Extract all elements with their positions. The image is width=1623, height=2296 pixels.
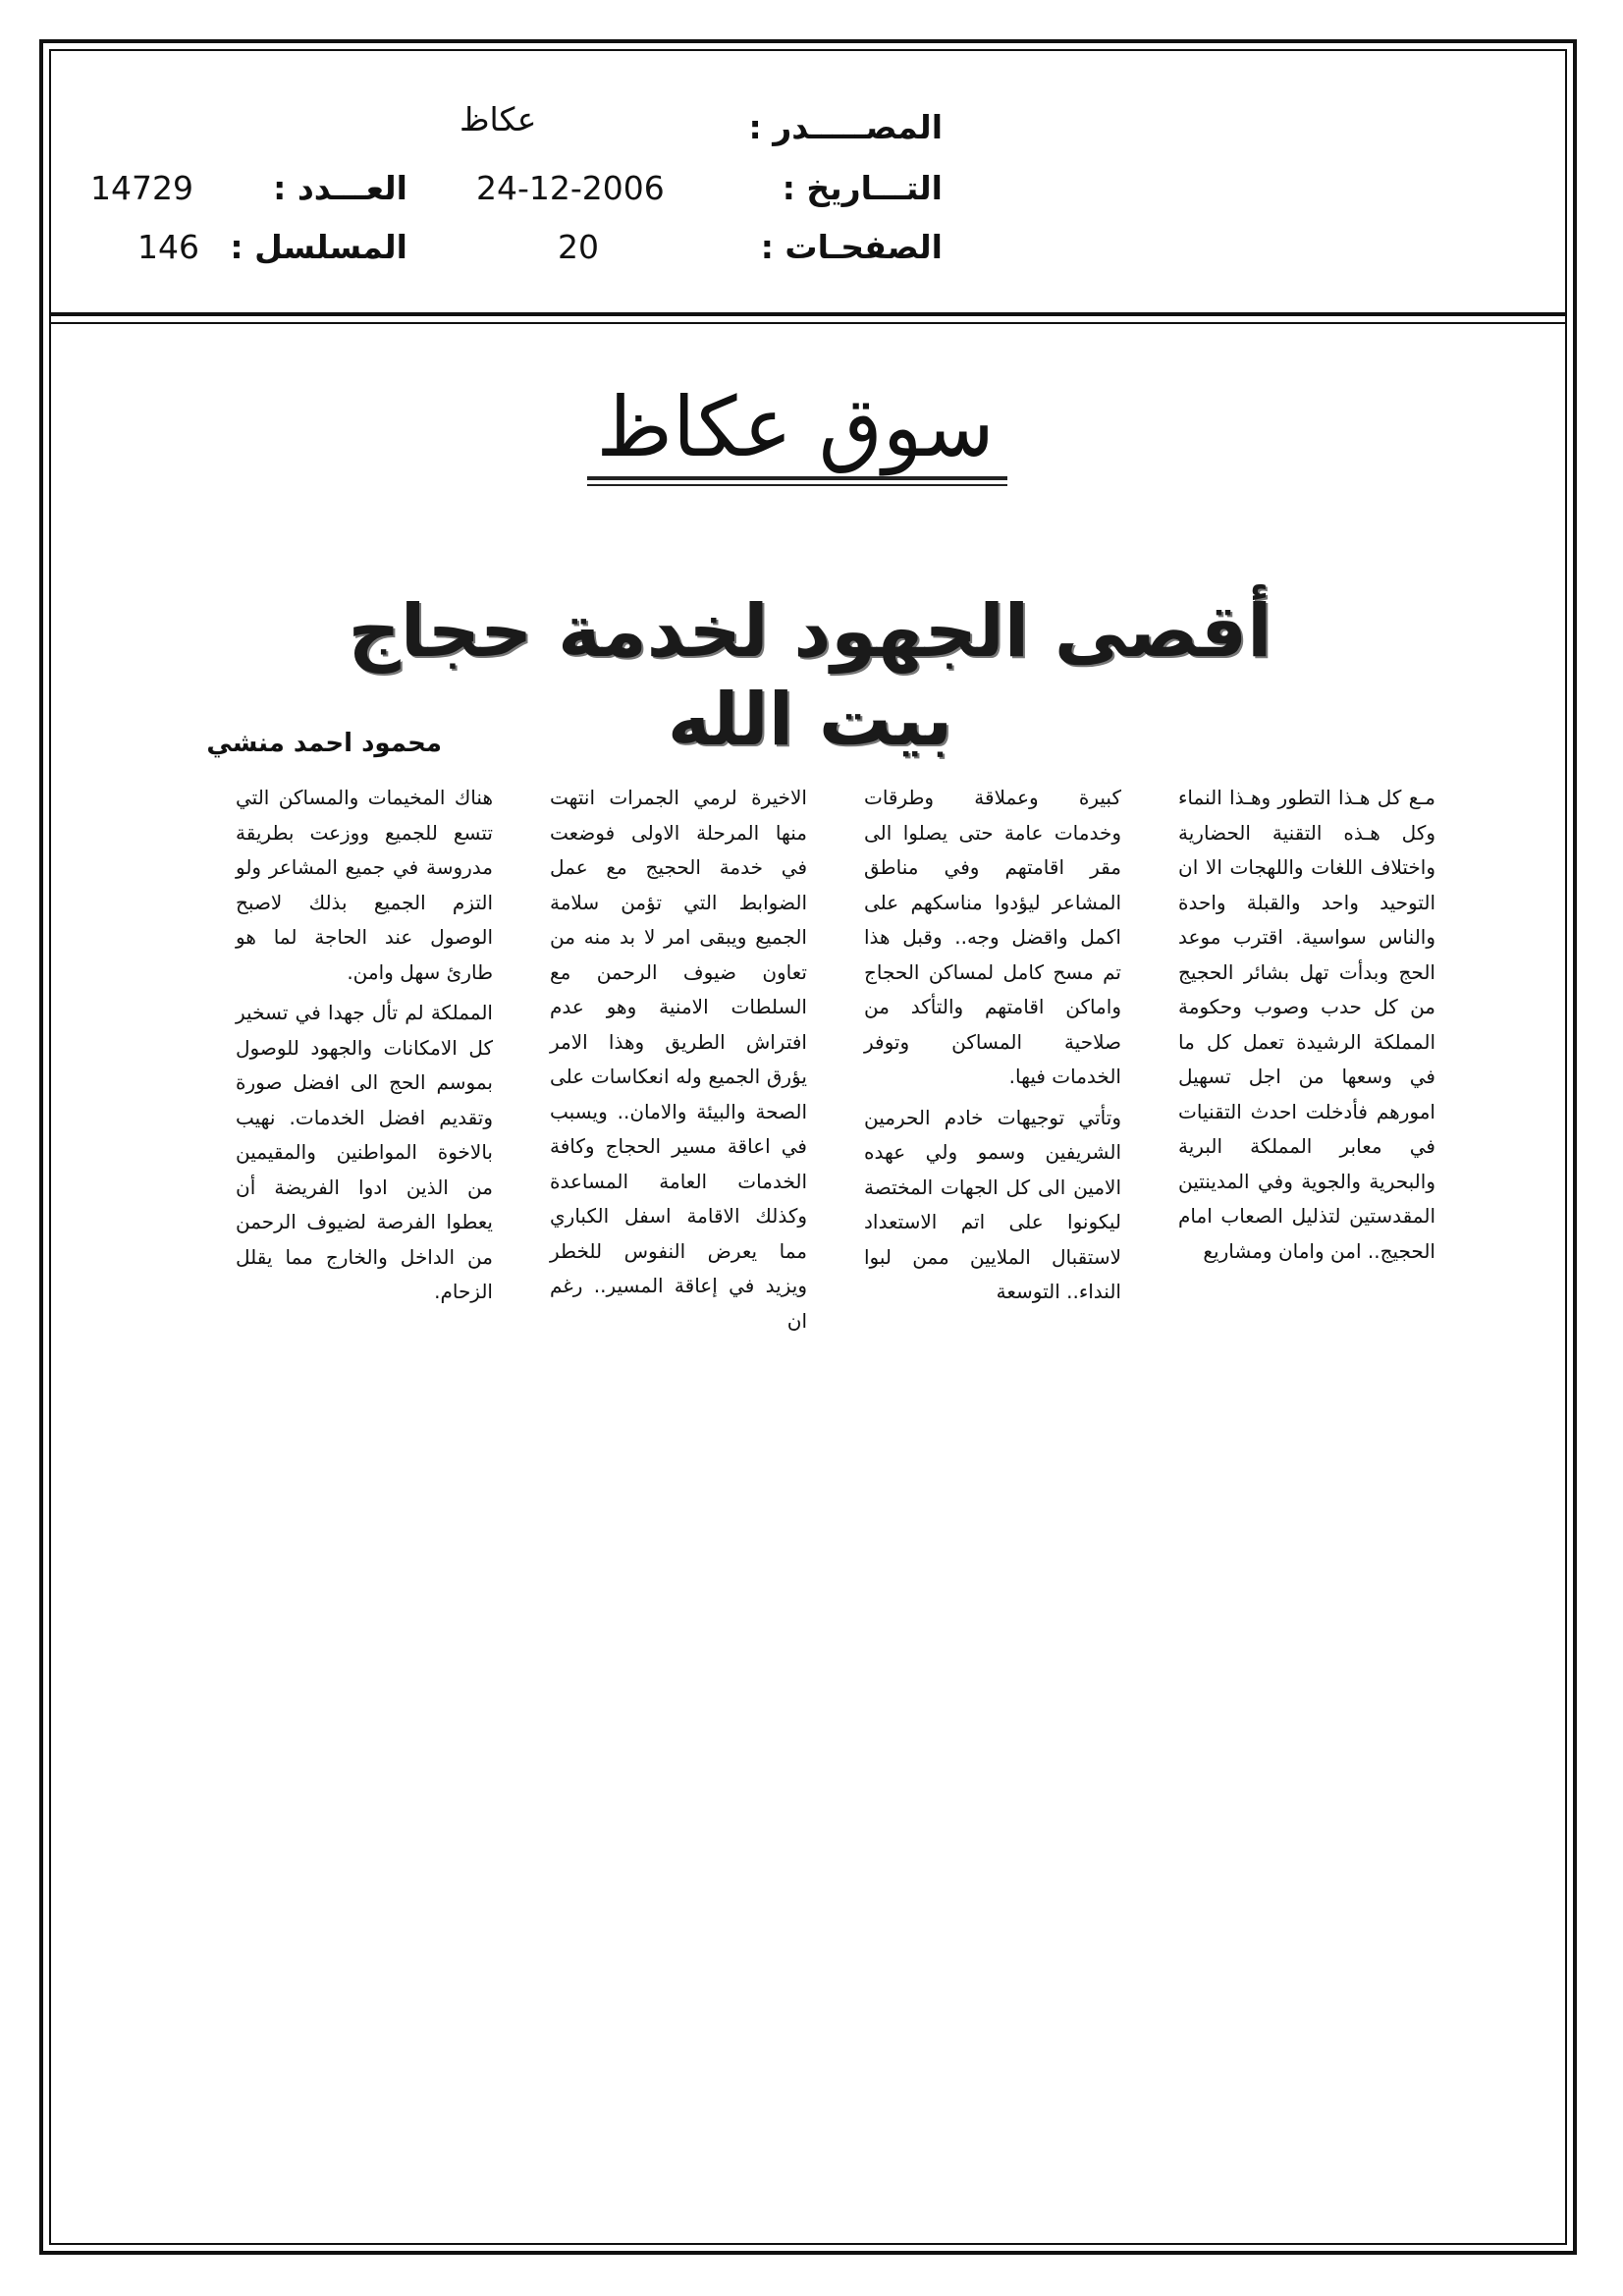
source-value: عكاظ: [460, 100, 537, 138]
column-paragraph: كبيرة وعملاقة وطرقات وخدمات عامة حتى يصلوا الى مقر اقامتهم وفي مناطق المشاعر ليؤدوا مناسكهم على اكمل واقضل وجه.. وقبل هذا تم مسح كامل لمساكن الحجاج واماكن اقامتهم والتأكد من صلاحية المساكن وتوفر الخدمات فيها.: [864, 786, 1121, 1088]
masthead-underline-thin: [587, 484, 1007, 486]
pages-label: الصفحـات :: [760, 228, 943, 266]
article-headline: أقصى الجهود لخدمة حجاج بيت الله: [348, 589, 1272, 762]
serial-value: 146: [137, 228, 199, 266]
header-divider-thin: [49, 322, 1567, 324]
issue-value: 14729: [90, 169, 193, 207]
pages-value: 20: [558, 228, 599, 266]
header-divider: [49, 312, 1567, 316]
article-column-3: [550, 781, 807, 1339]
column-paragraph: المملكة لم تأل جهدا في تسخير كل الامكانات والجهود للوصول بموسم الحج الى افضل صورة وتقديم افضل الخدمات. نهيب بالاخوة المواطنين والمقيمين من الذين ادوا الفريضة أن يعطوا الفرصة لضيوف الرحمن من الداخل والخارج مما يقلل الزحام.: [236, 1001, 493, 1303]
masthead-title: سوق عكاظ: [596, 379, 995, 475]
column-paragraph: هناك المخيمات والمساكن التي تتسع للجميع ووزعت بطريقة مدروسة في جميع المشاعر ولو التزم الجميع بذلك لاصبح الوصول عند الحاجة لما هو طارئ سهل وامن.: [236, 786, 493, 984]
date-label: التـــاريخ :: [782, 169, 943, 207]
source-label: المصـــــدر :: [748, 108, 943, 146]
article-column-4: [236, 781, 493, 1310]
issue-label: العـــدد :: [273, 169, 407, 207]
article-byline: محمود احمد منشي: [206, 729, 442, 758]
masthead: [550, 378, 1041, 476]
column-paragraph: وتأتي توجيهات خادم الحرمين الشريفين وسمو ولي عهده الامين الى كل الجهات المختصة ليكونوا على اتم الاستعداد لاستقبال الملايين ممن لبوا النداء.. التوسعة: [864, 1105, 1121, 1303]
masthead-underline: [587, 476, 1007, 480]
column-paragraph: مـع كل هـذا التطور وهـذا النماء وكل هـذه التقنية الحضارية واختلاف اللغات واللهجات الا ان التوحيد واحد والقبلة واحدة والناس سواسية. اقترب موعد الحج وبدأت تهل بشائر الحجيج من كل حدب وصوب وحكومة المملكة الرشيدة تعمل كل ما في وسعها من اجل تسهيل امورهم فأدخلت احدث التقنيات في معابر المملكة البرية والبحرية والجوية وفي المدينتين المقدستين لتذليل الصعاب امام الحجيج.. امن وامان ومشاريع: [1178, 786, 1435, 1263]
date-value: 24-12-2006: [476, 169, 665, 207]
article-column-2: [864, 781, 1121, 1310]
column-paragraph: الاخيرة لرمي الجمرات انتهت منها المرحلة الاولى فوضعت في خدمة الحجيج مع عمل الضوابط التي تؤمن سلامة الجميع ويبقى امر لا بد منه من تعاون ضيوف الرحمن مع السلطات الامنية وهو عدم افتراش الطريق وهذا الامر يؤرق الجميع وله انعكاسات على الصحة والبيئة والامان.. ويسبب في اعاقة مسير الحجاج وكافة الخدمات العامة المساعدة وكذلك الاقامة اسفل الكباري مما يعرض النفوس للخطر ويزيد في إعاقة المسير.. رغم ان: [550, 786, 807, 1333]
serial-label: المسلسل :: [230, 228, 407, 266]
article-column-1: [1178, 781, 1435, 1269]
